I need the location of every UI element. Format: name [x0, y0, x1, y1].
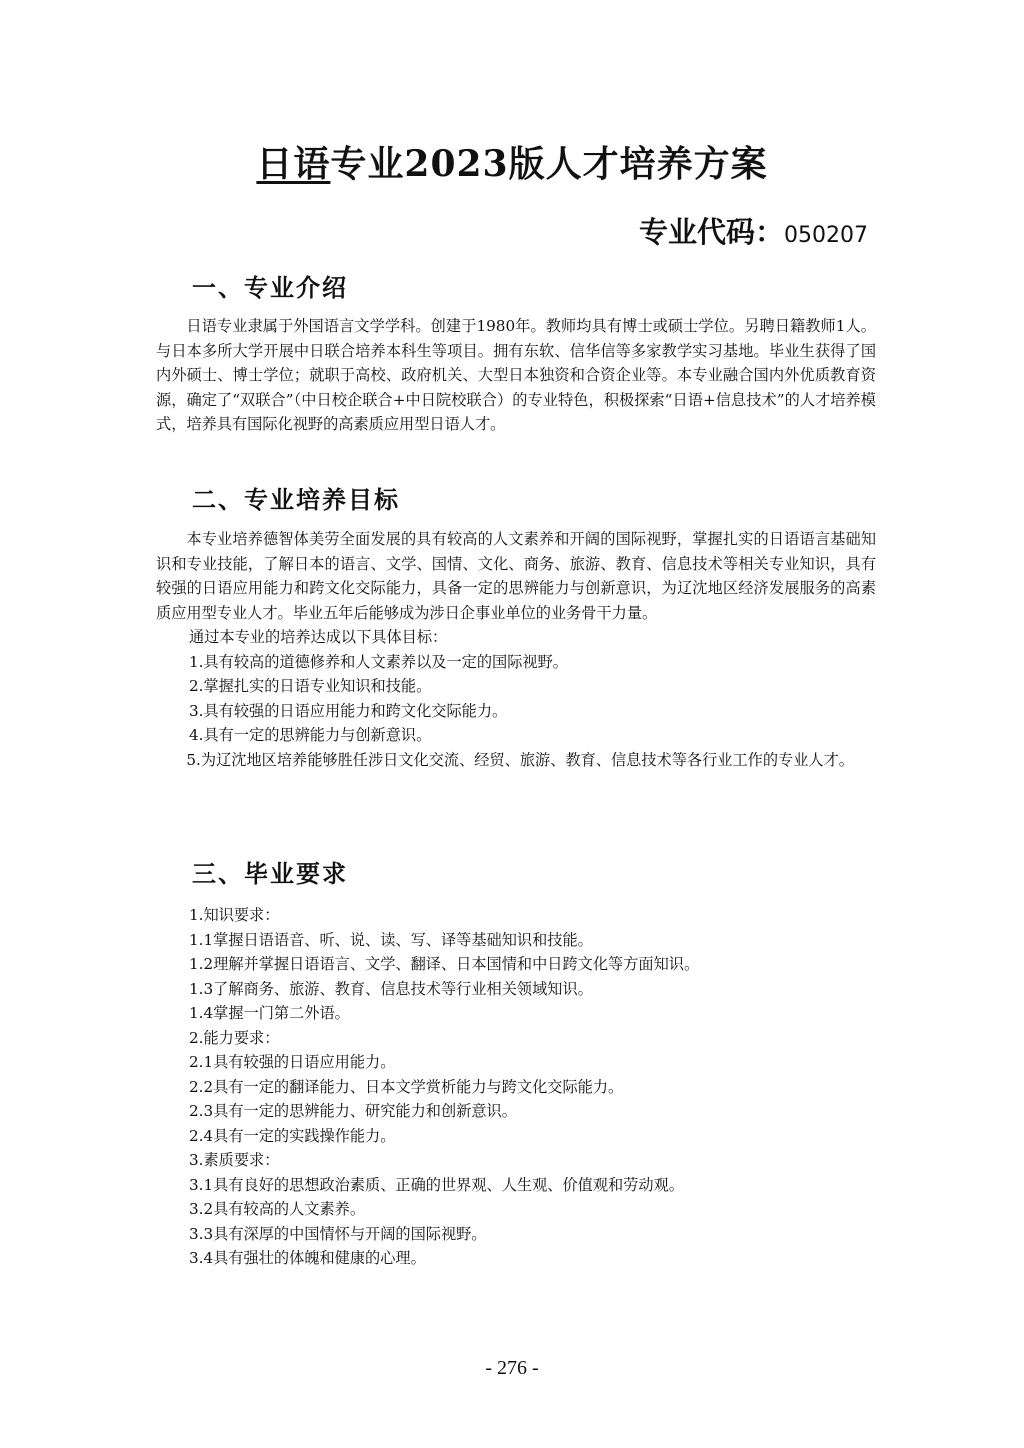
requirement-item: 2.1具有较强的日语应用能力。 — [189, 1053, 396, 1071]
major-code-value: 050207 — [784, 223, 868, 248]
page-number: - 276 - — [485, 1357, 539, 1379]
requirement-item: 1.4掌握一门第二外语。 — [189, 1004, 350, 1022]
major-code — [639, 212, 868, 256]
requirement-item: 1.3了解商务、旅游、教育、信息技术等行业相关领域知识。 — [189, 979, 593, 998]
document-title — [0, 140, 1024, 188]
section-heading-intro: 一、专业介绍 — [192, 273, 348, 302]
requirement-item: 1.知识要求： — [189, 906, 280, 924]
goal-item: 1.具有较高的道德修养和人文素养以及一定的国际视野。 — [189, 652, 568, 671]
requirement-item: 3.4具有强壮的体魄和健康的心理。 — [189, 1249, 426, 1267]
section-heading-requirements: 三、毕业要求 — [192, 859, 348, 888]
requirement-item: 1.1掌握日语语音、听、说、读、写、译等基础知识和技能。 — [189, 930, 593, 949]
goal-item: 3.具有较强的日语应用能力和跨文化交际能力。 — [189, 701, 508, 720]
requirement-item: 2.3具有一定的思辨能力、研究能力和创新意识。 — [189, 1102, 517, 1120]
intro-paragraph: 日语专业隶属于外国语言文学学科。创建于1980年。教师均具有博士或硕士学位。另聘日籍教师1人。与日本多所大学开展中日联合培养本科生等项目。拥有东软、信华信等多家教学实习基地。毕业生获得了国内外硕士、博士学位；就职于高校、政府机关、大型日本独资和合资企业等。本专业融合国内外优质教育资源，确定了“双联合”（中日校企联合+中日院校联合）的专业特色，积极探索“日语+信息技术”的人才培养模式，培养具有国际化视野的高素质应用型日语人才。 — [156, 317, 876, 433]
title-rest: 专业2023版人才培养方案 — [330, 143, 768, 185]
requirement-item: 1.2理解并掌握日语语言、文学、翻译、日本国情和中日跨文化等方面知识。 — [189, 955, 700, 973]
requirement-item: 2.4具有一定的实践操作能力。 — [189, 1126, 396, 1145]
title-underlined-part: 日语 — [256, 143, 331, 185]
section-intro-body — [156, 314, 876, 437]
goal-item: 5.为辽沈地区培养能够胜任涉日文化交流、经贸、旅游、教育、信息技术等各行业工作的专业人才。 — [186, 750, 854, 769]
requirement-item: 2.能力要求： — [189, 1028, 280, 1047]
goals-paragraph: 本专业培养德智体美劳全面发展的具有较高的人文素养和开阔的国际视野，掌握扎实的日语语言基础知识和专业技能，了解日本的语言、文学、国情、文化、商务、旅游、教育、信息技术等相关专业知识，具有较强的日语应用能力和跨文化交际能力，具备一定的思辨能力与创新意识，为辽沈地区经济发展服务的高素质应用型专业人才。毕业五年后能够成为涉日企事业单位的业务骨干力量。 — [156, 530, 876, 622]
goal-item: 2.掌握扎实的日语专业知识和技能。 — [189, 677, 432, 695]
requirement-item: 3.3具有深厚的中国情怀与开阔的国际视野。 — [189, 1224, 487, 1243]
requirement-item: 3.素质要求： — [189, 1151, 280, 1169]
section-requirements-body — [156, 903, 876, 1271]
goal-item: 4.具有一定的思辨能力与创新意识。 — [189, 726, 432, 744]
requirement-item: 3.2具有较高的人文素养。 — [189, 1200, 366, 1218]
requirement-item: 2.2具有一定的翻译能力、日本文学赏析能力与跨文化交际能力。 — [189, 1077, 624, 1096]
section-heading-goals: 二、专业培养目标 — [192, 485, 400, 514]
goals-intro: 通过本专业的培养达成以下具体目标： — [189, 628, 448, 646]
major-code-label: 专业代码： — [639, 215, 785, 249]
requirement-item: 3.1具有良好的思想政治素质、正确的世界观、人生观、价值观和劳动观。 — [189, 1175, 684, 1194]
section-goals-body — [156, 527, 876, 772]
